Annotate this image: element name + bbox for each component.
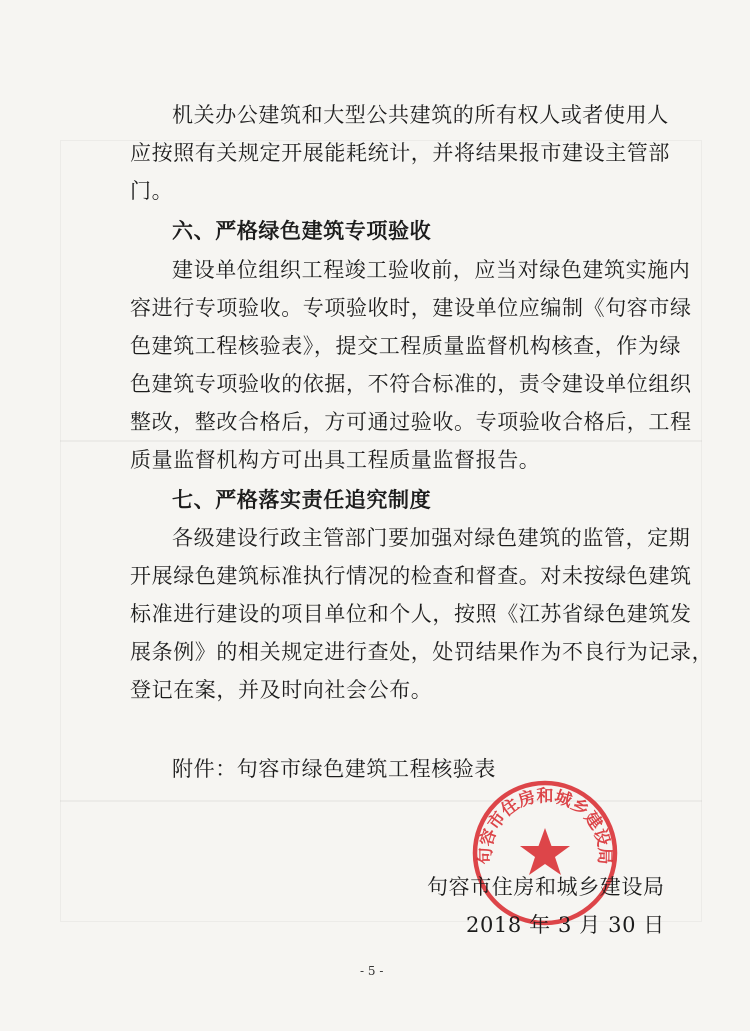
- official-seal: [470, 778, 620, 928]
- body-line: 整改，整改合格后，方可通过验收。专项验收合格后，工程: [130, 410, 692, 434]
- star-icon: [520, 828, 570, 875]
- body-line: 登记在案，并及时向社会公布。: [130, 678, 433, 702]
- body-line: 建设单位组织工程竣工验收前，应当对绿色建筑实施内: [172, 258, 691, 282]
- body-line: 质量监督机构方可出具工程质量监督报告。: [130, 448, 541, 472]
- attachment-line: 附件：句容市绿色建筑工程核验表: [172, 757, 496, 781]
- body-line: 色建筑工程核验表》，提交工程质量监督机构核查，作为绿: [130, 334, 682, 358]
- body-line: 容进行专项验收。专项验收时，建设单位应编制《句容市绿: [130, 296, 692, 320]
- body-line: 开展绿色建筑标准执行情况的检查和督查。对未按绿色建筑: [130, 564, 692, 588]
- page-number: - 5 -: [360, 964, 384, 978]
- bleed-through-line: [60, 440, 702, 442]
- issuer-name: 句容市住房和城乡建设局: [427, 875, 665, 899]
- body-line: 各级建设行政主管部门要加强对绿色建筑的监管，定期: [172, 526, 691, 550]
- body-line: 展条例》的相关规定进行查处，处罚结果作为不良行为记录，: [130, 640, 714, 664]
- body-line: 标准进行建设的项目单位和个人，按照《江苏省绿色建筑发: [130, 602, 692, 626]
- body-line: 门。: [130, 179, 174, 203]
- body-line: 机关办公建筑和大型公共建筑的所有权人或者使用人: [172, 103, 669, 127]
- section-heading-6: 六、严格绿色建筑专项验收: [172, 218, 432, 243]
- seal-text: 句容市住房和城乡建设局: [475, 786, 615, 865]
- issue-date: 2018 年 3 月 30 日: [466, 913, 665, 937]
- body-line: 应按照有关规定开展能耗统计，并将结果报市建设主管部: [130, 141, 670, 165]
- body-line: 色建筑专项验收的依据，不符合标准的，责令建设单位组织: [130, 372, 692, 396]
- section-heading-7: 七、严格落实责任追究制度: [172, 487, 432, 512]
